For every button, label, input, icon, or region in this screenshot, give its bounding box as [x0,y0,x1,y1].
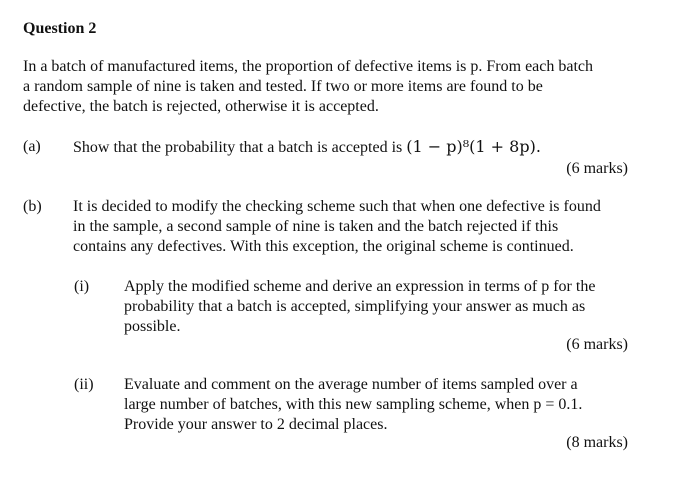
part-b-label: (b) [23,198,42,215]
part-b-i-line: possible. [124,318,181,335]
intro-line: a random sample of nine is taken and tested. If two or more items are found to be [23,78,543,95]
part-a-formula: (1 − p)⁸(1 + 8p). [406,137,541,156]
part-b-line: in the sample, a second sample of nine is taken and the batch rejected if this [73,218,559,235]
part-b-line: It is decided to modify the checking scheme such that when one defective is found [73,198,601,215]
part-b-i-text [124,277,629,337]
part-b-ii-label: (ii) [74,376,94,393]
part-b-ii-line: large number of batches, with this new sampling scheme, when p = 0.1. [124,396,583,413]
part-a-prefix: Show that the probability that a batch is accepted is [73,139,407,156]
question-title: Question 2 [23,20,97,37]
part-b-i-line: Apply the modified scheme and derive an expression in terms of p for the [124,278,596,295]
part-b-ii-line: Provide your answer to 2 decimal places. [124,416,388,433]
question-intro [23,57,629,117]
part-b-i-label: (i) [74,278,90,295]
intro-line: In a batch of manufactured items, the proportion of defective items is p. From each batch [23,58,594,75]
part-b-line: contains any defectives. With this exception, the original scheme is continued. [73,238,574,255]
part-b-ii-line: Evaluate and comment on the average number of items sampled over a [124,376,578,393]
part-a-label: (a) [23,138,41,155]
part-a-marks: (6 marks) [566,160,628,177]
part-b-i-line: probability that a batch is accepted, simplifying your answer as much as [124,298,586,315]
part-b-ii-marks: (8 marks) [566,434,628,451]
part-a-text [73,137,633,158]
part-b-i-marks: (6 marks) [566,336,628,353]
intro-line: defective, the batch is rejected, otherwise it is accepted. [23,98,379,115]
part-b-text [73,197,629,257]
part-b-ii-text [124,375,629,435]
